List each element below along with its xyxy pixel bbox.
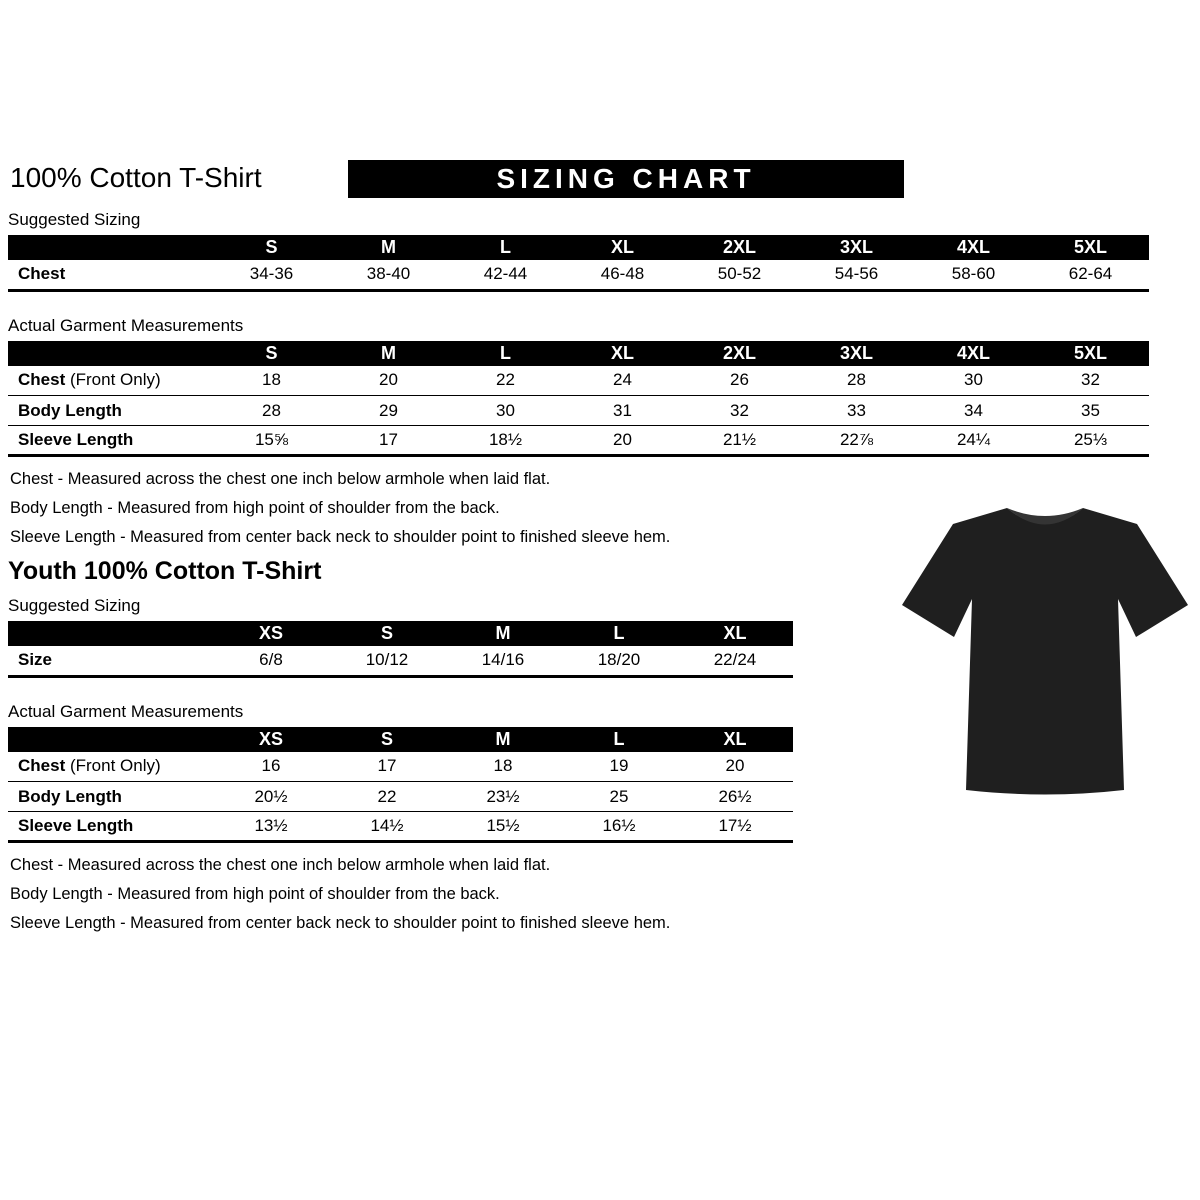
header-cell: 2XL [681,235,798,260]
table-cell: 25⅓ [1032,426,1149,456]
table-header-row [8,235,1149,260]
row-label [8,426,213,456]
header-cell: M [445,621,561,646]
note-body-length: Body Length - Measured from high point of shoulder from the back. [10,499,500,517]
adult-suggested-sizing-label: Suggested Sizing [8,210,141,229]
header-cell: M [330,235,447,260]
header-cell: L [447,341,564,366]
note-sleeve-length: Sleeve Length - Measured from center back neck to shoulder point to finished sleeve hem. [10,528,671,546]
table-cell: 19 [561,752,677,782]
header-cell: 4XL [915,235,1032,260]
table-cell: 17½ [677,812,793,842]
table-header-row [8,341,1149,366]
table-cell: 14/16 [445,646,561,676]
youth-garment-measurements-table [8,727,793,844]
note-chest: Chest - Measured across the chest one inch below armhole when laid flat. [10,856,551,874]
row-label [8,396,213,426]
table-row [8,426,1149,456]
header-cell: L [561,621,677,646]
header-cell [8,341,213,366]
header-cell: M [445,727,561,752]
table-header-row [8,621,793,646]
youth-garment-measurements-label: Actual Garment Measurements [8,701,244,721]
table-cell: 21½ [681,426,798,456]
row-label [8,260,213,290]
table-cell: 58-60 [915,260,1032,290]
table-cell: 33 [798,396,915,426]
row-label [8,752,213,782]
table-cell: 42-44 [447,260,564,290]
row-label [8,646,213,676]
page-header [8,160,1192,204]
table-cell: 18/20 [561,646,677,676]
table-cell: 50-52 [681,260,798,290]
adult-product-title: 100% Cotton T-Shirt [10,162,262,193]
table-cell: 23½ [445,782,561,812]
table-cell: 20 [564,426,681,456]
header-cell: XL [677,727,793,752]
table-row [8,782,793,812]
table-row [8,812,793,842]
table-cell: 25 [561,782,677,812]
table-cell: 13½ [213,812,329,842]
table-cell: 28 [213,396,330,426]
table-cell: 30 [915,366,1032,396]
note-chest: Chest - Measured across the chest one inch below armhole when laid flat. [10,470,551,488]
table-cell: 16 [213,752,329,782]
table-cell: 22⅞ [798,426,915,456]
table-cell: 38-40 [330,260,447,290]
table-cell: 6/8 [213,646,329,676]
table-cell: 34 [915,396,1032,426]
youth-measurement-notes [8,856,1192,933]
header-cell [8,621,213,646]
table-cell: 16½ [561,812,677,842]
row-label-suffix: (Front Only) [65,756,161,776]
row-label [8,812,213,842]
adult-garment-measurements-table [8,341,1149,458]
youth-product-title: Youth 100% Cotton T-Shirt [8,557,322,585]
header-cell: S [329,727,445,752]
table-cell: 35 [1032,396,1149,426]
table-cell: 62-64 [1032,260,1149,290]
header-cell: S [329,621,445,646]
note-body-length: Body Length - Measured from high point of shoulder from the back. [10,885,500,903]
table-cell: 15½ [445,812,561,842]
header-cell: XS [213,727,329,752]
header-cell: S [213,341,330,366]
table-cell: 29 [330,396,447,426]
header-cell: 5XL [1032,235,1149,260]
row-label [8,782,213,812]
header-cell: 4XL [915,341,1032,366]
table-cell: 15⅝ [213,426,330,456]
table-row [8,752,793,782]
row-label-text: Sleeve Length [18,816,134,835]
header-cell: XS [213,621,329,646]
table-cell: 17 [330,426,447,456]
header-cell: XL [564,341,681,366]
table-cell: 20½ [213,782,329,812]
table-cell: 18 [445,752,561,782]
table-cell: 24¼ [915,426,1032,456]
black-tshirt-image [895,478,1195,808]
header-cell: L [561,727,677,752]
table-cell: 24 [564,366,681,396]
header-cell: XL [677,621,793,646]
row-label-suffix: (Front Only) [65,370,161,390]
header-cell: 2XL [681,341,798,366]
header-cell: S [213,235,330,260]
header-cell: 3XL [798,235,915,260]
table-cell: 31 [564,396,681,426]
table-row [8,396,1149,426]
table-cell: 17 [329,752,445,782]
header-cell: L [447,235,564,260]
table-row [8,366,1149,396]
table-row [8,646,793,676]
table-cell: 20 [677,752,793,782]
table-cell: 30 [447,396,564,426]
header-cell: XL [564,235,681,260]
table-cell: 26 [681,366,798,396]
table-cell: 14½ [329,812,445,842]
table-header-row [8,727,793,752]
header-cell: 3XL [798,341,915,366]
adult-suggested-sizing-table [8,235,1149,292]
table-cell: 20 [330,366,447,396]
header-cell [8,727,213,752]
row-label-text: Chest [18,756,66,776]
row-label-text: Sleeve Length [18,430,134,449]
table-row [8,260,1149,290]
table-cell: 46-48 [564,260,681,290]
youth-suggested-sizing-label: Suggested Sizing [8,596,141,615]
header-cell: M [330,341,447,366]
header-cell: 5XL [1032,341,1149,366]
table-cell: 22 [329,782,445,812]
row-label-text: Chest [18,264,66,284]
table-cell: 54-56 [798,260,915,290]
row-label-text: Body Length [18,400,122,420]
table-cell: 22/24 [677,646,793,676]
table-cell: 22 [447,366,564,396]
table-cell: 10/12 [329,646,445,676]
table-cell: 32 [681,396,798,426]
sizing-chart-banner: SIZING CHART [348,160,904,198]
adult-garment-measurements-label: Actual Garment Measurements [8,315,244,335]
table-cell: 18½ [447,426,564,456]
row-label-text: Size [18,650,53,670]
table-cell: 28 [798,366,915,396]
table-cell: 32 [1032,366,1149,396]
row-label-text: Body Length [18,786,122,806]
row-label [8,366,213,396]
table-cell: 18 [213,366,330,396]
table-cell: 26½ [677,782,793,812]
tshirt-silhouette [902,508,1188,795]
youth-suggested-sizing-table [8,621,793,678]
header-cell [8,235,213,260]
table-cell: 34-36 [213,260,330,290]
row-label-text: Chest [18,370,66,390]
note-sleeve-length: Sleeve Length - Measured from center back neck to shoulder point to finished sleeve hem. [10,914,671,932]
